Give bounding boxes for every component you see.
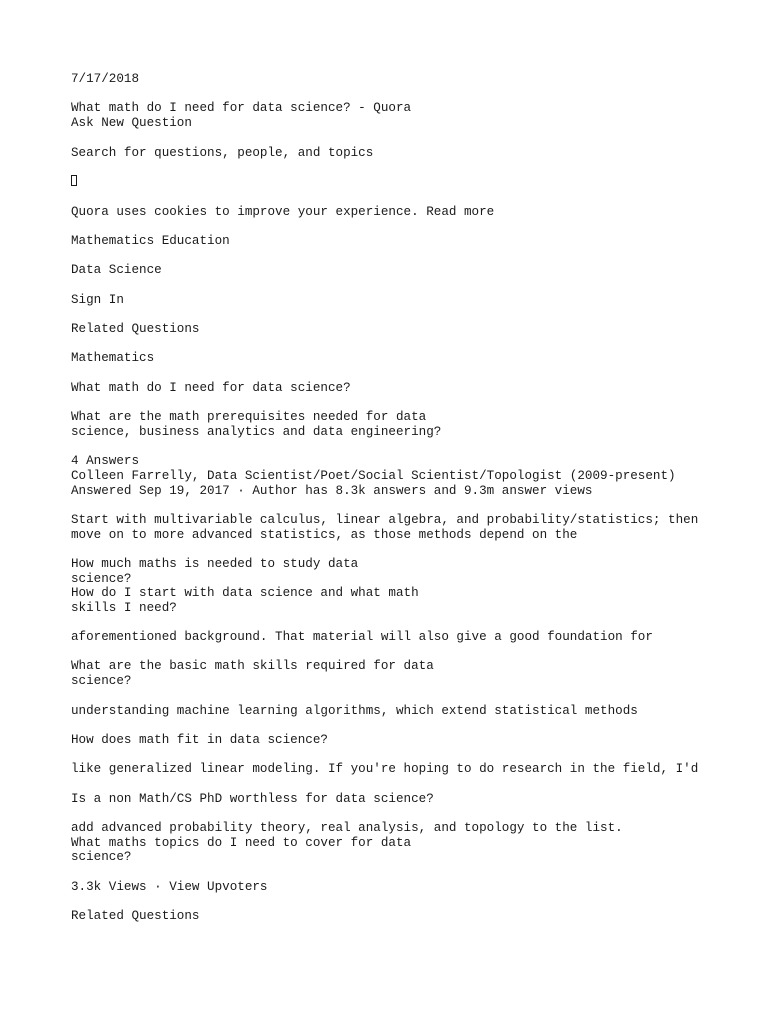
answer-text: like generalized linear modeling. If you're hoping to do research in the field, I'd <box>71 762 699 776</box>
related-question-link[interactable]: How much maths is needed to study data <box>71 557 359 571</box>
related-question-link[interactable]: What are the math prerequisites needed for data <box>71 410 427 424</box>
related-question-link[interactable]: science? <box>71 850 132 864</box>
related-questions-footer-heading: Related Questions <box>71 909 200 923</box>
page-title: What math do I need for data science? - Quora <box>71 101 412 115</box>
related-question-link[interactable]: science, business analytics and data engineering? <box>71 425 442 439</box>
answer-text: Start with multivariable calculus, linear algebra, and probability/statistics; then <box>71 513 699 527</box>
answer-text: aforementioned background. That material will also give a good foundation for <box>71 630 653 644</box>
related-question-link[interactable]: How do I start with data science and what math <box>71 586 419 600</box>
answer-meta: Answered Sep 19, 2017 · Author has 8.3k answers and 9.3m answer views <box>71 484 593 498</box>
missing-glyph-icon <box>71 175 77 186</box>
related-question-link[interactable]: science? <box>71 572 132 586</box>
answer-text: understanding machine learning algorithms, which extend statistical methods <box>71 704 638 718</box>
topic-link-mathematics[interactable]: Mathematics <box>71 351 155 365</box>
cookie-notice[interactable]: Quora uses cookies to improve your experience. Read more <box>71 205 495 219</box>
answer-text: add advanced probability theory, real analysis, and topology to the list. <box>71 821 623 835</box>
sign-in-link[interactable]: Sign In <box>71 293 124 307</box>
answer-count: 4 Answers <box>71 454 140 468</box>
related-question-link[interactable]: How does math fit in data science? <box>71 733 328 747</box>
topic-link-data-science[interactable]: Data Science <box>71 263 162 277</box>
question-title: What math do I need for data science? <box>71 381 351 395</box>
related-question-link[interactable]: What are the basic math skills required for data <box>71 659 434 673</box>
views-upvoters-link[interactable]: 3.3k Views · View Upvoters <box>71 880 268 894</box>
related-question-link[interactable]: Is a non Math/CS PhD worthless for data science? <box>71 792 434 806</box>
search-input[interactable]: Search for questions, people, and topics <box>71 146 374 160</box>
search-icon[interactable] <box>71 175 77 190</box>
related-questions-heading: Related Questions <box>71 322 200 336</box>
print-date: 7/17/2018 <box>71 72 140 86</box>
related-question-link[interactable]: science? <box>71 674 132 688</box>
answer-author[interactable]: Colleen Farrelly, Data Scientist/Poet/Social Scientist/Topologist (2009-present) <box>71 469 676 483</box>
topic-link-mathematics-education[interactable]: Mathematics Education <box>71 234 230 248</box>
answer-text: move on to more advanced statistics, as those methods depend on the <box>71 528 578 542</box>
related-question-link[interactable]: What maths topics do I need to cover for data <box>71 836 412 850</box>
related-question-link[interactable]: skills I need? <box>71 601 177 615</box>
ask-new-question-link[interactable]: Ask New Question <box>71 116 192 130</box>
